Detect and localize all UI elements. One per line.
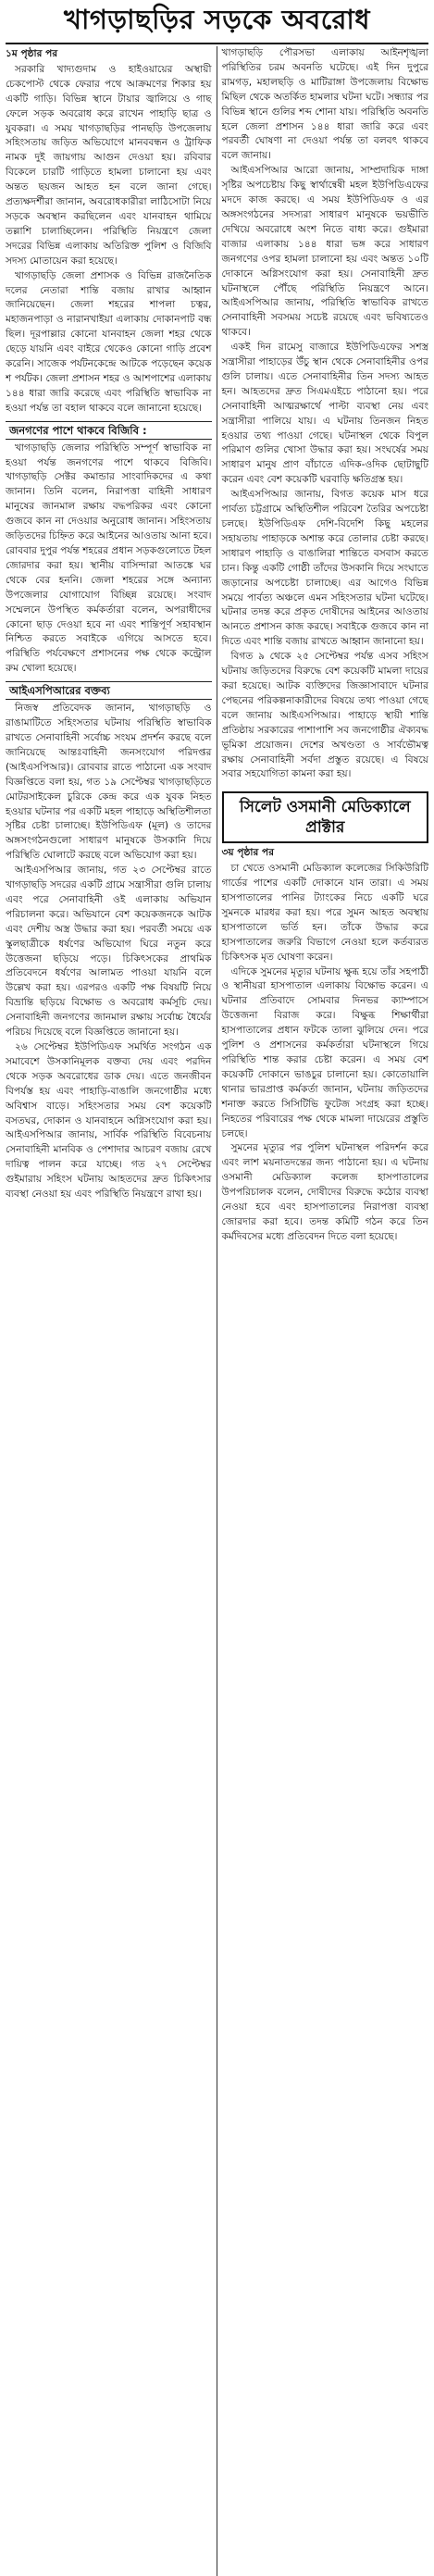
- left-paragraph-4: নিজস্ব প্রতিবেদক জানান, খাগড়াছড়ি ও রাঙামাটিতে সহিংসতার ঘটনায় পরিস্থিতি স্বাভাবিক রাখতে সেনাবাহিনী সর্বোচ্চ সংযম প্রদর্শন করছে বলে জানিয়েছে আন্তঃবাহিনী জনসংযোগ পরিদপ্তর (আইএসপিআর)। রোববার রাতে পাঠানো এক সংবাদ বিজ্ঞপ্তিতে বলা হয়, গত ১৯ সেপ্টেম্বর খাগড়াছড়িতে মোটরসাইকেল চুরিকে কেন্দ্র করে এক যুবক নিহত হওয়ার ঘটনার পর একটি মহল পাহাড়ে অস্থিতিশীলতা সৃষ্টির চেষ্টা চালাচ্ছে। ইউপিডিএফ (মূল) ও তাদের অঙ্গসংগঠনগুলো সাধারণ মানুষকে উসকানি দিয়ে পরিস্থিতি ঘোলাটে করছে বলে অভিযোগ করা হয়।: [6, 703, 212, 862]
- right-column: [217, 46, 429, 2576]
- left-column: [6, 46, 217, 2576]
- left-paragraph-6: ২৬ সেপ্টেম্বর ইউপিডিএফ সমর্থিত সংগঠন এক সমাবেশে উসকানিমূলক বক্তব্য দেয় এবং পরদিন থেকে সড়ক অবরোধের ডাক দেয়। এতে জনজীবন বিপর্যস্ত হয় এবং পাহাড়ি-বাঙালি জনগোষ্ঠীর মধ্যে অবিশ্বাস বাড়ে। সহিংসতার সময় বেশ কয়েকটি বসতঘর, দোকান ও যানবাহনে অগ্নিসংযোগ করা হয়। আইএসপিআর জানায়, সার্বিক পরিস্থিতি বিবেচনায় সেনাবাহিনী মানবিক ও পেশাদার আচরণ বজায় রেখে দায়িত্ব পালন করে যাচ্ছে। গত ২৭ সেপ্টেম্বর গুইমারায় সহিংস ঘটনায় আহতদের দ্রুত চিকিৎসার ব্যবস্থা নেওয়া হয় এবং পরিস্থিতি নিয়ন্ত্রণে রাখা হয়।: [6, 1041, 212, 1201]
- right-paragraph-6: চা খেতে ওসমানী মেডিক্যাল কলেজের সিকিউরিটি গার্ডের পাশের একটি দোকানে যান তারা। এ সময় হাসপাতালের পানির ট্যাংকের নিচে একটি ঘরে সুমনকে মারধর করা হয়। পরে সুমন আহত অবস্থায় হাসপাতালে ভর্তি হন। তাঁকে উদ্ধার করে হাসপাতালের জরুরি বিভাগে নেওয়া হলে কর্তব্যরত চিকিৎসক মৃত ঘোষণা করেন।: [221, 863, 428, 963]
- left-paragraph-3: খাগড়াছড়ি জেলার পরিস্থিতি সম্পূর্ণ স্বাভাবিক না হওয়া পর্যন্ত জনগণের পাশে থাকবে বিজিবি। খাগড়াছড়ি সেক্টর কমান্ডার সাংবাদিকদের এ কথা জানান। তিনি বলেন, নিরাপত্তা বাহিনী সাধারণ মানুষের জানমাল রক্ষায় বদ্ধপরিকর এবং কোনো গুজবে কান না দেওয়ার অনুরোধ জানান। সহিংসতায় জড়িতদের চিহ্নিত করে আইনের আওতায় আনা হবে। রোববার দুপুর পর্যন্ত শহরের প্রধান সড়কগুলোতে টহল জোরদার করা হয়। স্থানীয় বাসিন্দারা আতঙ্কে ঘর থেকে বের হননি। জেলা শহরের সঙ্গে অন্যান্য উপজেলার যোগাযোগ বিচ্ছিন্ন রয়েছে। সংবাদ সম্মেলনে উপস্থিত কর্মকর্তারা বলেন, অপরাধীদের কোনো ছাড় দেওয়া হবে না এবং শান্তিপূর্ণ সহাবস্থান নিশ্চিত করতে সবাইকে এগিয়ে আসতে হবে। পরিস্থিতি পর্যবেক্ষণে প্রশাসনের পক্ষ থেকে কন্ট্রোল রুম খোলা হয়েছে।: [6, 442, 212, 675]
- left-paragraph-1: সরকারি খাদ্যগুদাম ও হাইওয়ায়ের অস্থায়ী চেকপোস্ট থেকে ফেরার পথে আক্রমণের শিকার হয় একটি গাড়ি। বিভিন্ন স্থানে টায়ার জ্বালিয়ে ও গাছ ফেলে সড়ক অবরোধ করে রাখেন পাহাড়ি ছাত্র ও যুবকরা। এ সময় খাগড়াছড়ির পানছড়ি উপজেলায় সহিংসতায় জড়িত অভিযোগে মানববন্ধন ও ট্রাফিক নামক দুই জায়গায় আগুন দেওয়া হয়। রবিবার বিকেলে চারটি গাড়িতে হামলা চালানো হয় এবং অন্তত ছয়জন আহত হন বলে জানা গেছে। প্রত্যক্ষদর্শীরা জানান, অবরোধকারীরা লাঠিসোটা নিয়ে সড়কে অবস্থান করছিলেন এবং যানবাহন থামিয়ে তল্লাশি চালাচ্ছিলেন। পরিস্থিতি নিয়ন্ত্রণে জেলা সদরের বিভিন্ন এলাকায় অতিরিক্ত পুলিশ ও বিজিবি সদস্য মোতায়েন করা হয়েছে।: [6, 63, 212, 267]
- secondary-article-headline: সিলেট ওসমানী মেডিক্যালে প্রাক্টার: [222, 791, 429, 843]
- continued-from-label: ১ম পৃষ্ঠার পর: [6, 48, 58, 59]
- continued-from-label-2: ৩য় পৃষ্ঠার পর: [221, 847, 275, 859]
- right-paragraph-3: একই দিন রামেসু বাজারে ইউপিডিএফের সশস্ত্র সন্ত্রাসীরা পাহাড়ের উঁচু স্থান থেকে সেনাবাহিনীর ওপর গুলি চালায়। এতে সেনাবাহিনীর তিন সদস্য আহত হন। আহতদের দ্রুত সিএমএইচে পাঠানো হয়। পরে সেনাবাহিনী আত্মরক্ষার্থে পাল্টা ব্যবস্থা নেয় এবং সন্ত্রাসীরা পালিয়ে যায়। এ ঘটনায় তিনজন নিহত হওয়ার তথ্য পাওয়া গেছে। ঘটনাস্থল থেকে বিপুল পরিমাণ গুলির খোসা উদ্ধার করা হয়। সংঘর্ষের সময় সাধারণ মানুষ প্রাণ বাঁচাতে এদিক-ওদিক ছোটাছুটি করেন এবং বেশ কয়েকটি ঘরবাড়ি ক্ষতিগ্রস্ত হয়।: [221, 342, 428, 486]
- subheading-ispr: আইএসপিআরের বক্তব্য: [6, 681, 212, 700]
- right-paragraph-5: বিগত ৯ থেকে ২৫ সেপ্টেম্বর পর্যন্ত এসব সহিংস ঘটনায় জড়িতদের বিরুদ্ধে বেশ কয়েকটি মামলা দায়ের করা হয়েছে। আটক ব্যক্তিদের জিজ্ঞাসাবাদে ঘটনার পেছনের পরিকল্পনাকারীদের বিষয়ে তথ্য পাওয়া গেছে বলে জানায় আইএসপিআর। পাহাড়ে স্থায়ী শান্তি প্রতিষ্ঠায় সরকারের পাশাপাশি সব জনগোষ্ঠীর ঐক্যবদ্ধ ভূমিকা প্রয়োজন। দেশের অখণ্ডতা ও সার্বভৌমত্ব রক্ষায় সেনাবাহিনী সর্বদা প্রস্তুত রয়েছে। এ বিষয়ে সবার সহযোগিতা কামনা করা হয়।: [221, 651, 428, 780]
- left-paragraph-5: আইএসপিআর জানায়, গত ২৩ সেপ্টেম্বর রাতে খাগড়াছড়ি সদরের একটি গ্রামে সন্ত্রাসীরা গুলি চালায় এবং পরে সেনাবাহিনী ওই এলাকায় অভিযান পরিচালনা করে। অভিযানে বেশ কয়েকজনকে আটক এবং দেশীয় অস্ত্র উদ্ধার করা হয়। পরবর্তী সময়ে এক স্কুলছাত্রীকে ধর্ষণের অভিযোগ ঘিরে নতুন করে উত্তেজনা ছড়িয়ে পড়ে। চিকিৎসকের প্রাথমিক প্রতিবেদনে ধর্ষণের আলামত পাওয়া যায়নি বলে উল্লেখ করা হয়। এরপরও একটি পক্ষ বিষয়টি নিয়ে বিভ্রান্তি ছড়িয়ে বিক্ষোভ ও অবরোধ কর্মসূচি দেয়। সেনাবাহিনী জনগণের জানমাল রক্ষায় সর্বোচ্চ ধৈর্যের পরিচয় দিয়েছে বলে বিজ্ঞপ্তিতে জানানো হয়।: [6, 865, 212, 1039]
- right-paragraph-1: খাগড়াছড়ি পৌরসভা এলাকায় আইনশৃঙ্খলা পরিস্থিতির চরম অবনতি ঘটেছে। এই দিন দুপুরে রামগড়, মহালছড়ি ও মাটিরাঙ্গা উপজেলায় বিক্ষোভ মিছিল থেকে অতর্কিত হামলার ঘটনা ঘটে। সন্ধ্যার পর বিভিন্ন স্থানে গুলির শব্দ শোনা যায়। পরিস্থিতি অবনতি হলে জেলা প্রশাসন ১৪৪ ধারা জারি করে এবং পরবর্তী ঘোষণা না দেওয়া পর্যন্ত তা বলবৎ থাকবে বলে জানায়।: [221, 47, 428, 162]
- subheading-bgb: জনগণের পাশে থাকবে বিজিবি :: [6, 421, 212, 440]
- right-paragraph-8: সুমনের মৃত্যুর পর পুলিশ ঘটনাস্থল পরিদর্শন করে এবং লাশ ময়নাতদন্তের জন্য পাঠানো হয়। এ ঘটনায় ওসমানী মেডিক্যাল কলেজ হাসপাতালের উপপরিচালক বলেন, দোষীদের বিরুদ্ধে কঠোর ব্যবস্থা নেওয়া হবে এবং হাসপাতালের নিরাপত্তা ব্যবস্থা জোরদার করা হবে। তদন্ত কমিটি গঠন করে তিন কর্মদিবসের মধ্যে প্রতিবেদন দিতে বলা হয়েছে।: [221, 1142, 428, 1242]
- right-paragraph-4: আইএসপিআর জানায়, বিগত কয়েক মাস ধরে পার্বত্য চট্টগ্রামে অস্থিতিশীল পরিবেশ তৈরির অপচেষ্টা চলছে। ইউপিডিএফ দেশি-বিদেশি কিছু মহলের সহায়তায় পাহাড়কে অশান্ত করে তোলার চেষ্টা করছে। সাধারণ পাহাড়ি ও বাঙালিরা শান্তিতে বসবাস করতে চান। কিন্তু একটি গোষ্ঠী তাঁদের উসকানি দিয়ে সংঘাতে জড়ানোর অপচেষ্টা চালাচ্ছে। এর আগেও বিভিন্ন সময়ে পার্বত্য অঞ্চলে এমন সহিংসতার ঘটনা ঘটেছে। ঘটনার তদন্ত করে প্রকৃত দোষীদের আইনের আওতায় আনতে প্রশাসন কাজ করছে। সবাইকে গুজবে কান না দিতে এবং শান্তি বজায় রাখতে আহ্বান জানানো হয়।: [221, 489, 428, 648]
- page-headline: খাগড়াছড়ির সড়কে অবরোধ: [6, 0, 428, 44]
- left-paragraph-2: খাগড়াছড়ি জেলা প্রশাসক ও বিভিন্ন রাজনৈতিক দলের নেতারা শান্তি বজায় রাখার আহ্বান জানিয়েছেন। জেলা শহরের শাপলা চত্বর, মহাজনপাড়া ও নারানখাইয়া এলাকায় দোকানপাট বন্ধ ছিল। দূরপাল্লার কোনো যানবাহন জেলা শহর থেকে ছেড়ে যায়নি এবং বাইরে থেকেও কোনো গাড়ি প্রবেশ করেনি। সাজেক পর্যটনকেন্দ্রে আটকে পড়েছেন কয়েক শ পর্যটক। জেলা প্রশাসন শহর ও আশপাশের এলাকায় ১৪৪ ধারা জারি করেছে এবং পরিস্থিতি স্বাভাবিক না হওয়া পর্যন্ত তা বহাল থাকবে বলে জানানো হয়েছে।: [6, 269, 212, 414]
- right-paragraph-7: এদিকে সুমনের মৃত্যুর ঘটনায় ক্ষুব্ধ হয়ে তাঁর সহপাঠী ও স্থানীয়রা হাসপাতাল এলাকায় বিক্ষোভ করেন। এ ঘটনার প্রতিবাদে সোমবার দিনভর ক্যাম্পাসে উত্তেজনা বিরাজ করে। বিক্ষুব্ধ শিক্ষার্থীরা হাসপাতালের প্রধান ফটকে তালা ঝুলিয়ে দেন। পরে পুলিশ ও প্রশাসনের কর্মকর্তারা ঘটনাস্থলে গিয়ে পরিস্থিতি শান্ত করার চেষ্টা করেন। এ সময় বেশ কয়েকটি দোকানে ভাঙচুর চালানো হয়। কোতোয়ালি থানার ভারপ্রাপ্ত কর্মকর্তা জানান, ঘটনায় জড়িতদের শনাক্ত করতে সিসিটিভি ফুটেজ সংগ্রহ করা হচ্ছে। নিহতের পরিবারের পক্ষ থেকে মামলা দায়েরের প্রস্তুতি চলছে।: [221, 965, 428, 1139]
- article-columns: [6, 46, 428, 2576]
- right-paragraph-2: আইএসপিআর আরো জানায়, সাম্প্রদায়িক দাঙ্গা সৃষ্টির অপচেষ্টায় কিছু স্বার্থান্বেষী মহল ইউপিডিএফের মদদে কাজ করছে। এ সময় ইউপিডিএফ ও এর অঙ্গসংগঠনের সদস্যরা সাধারণ মানুষকে ভয়ভীতি দেখিয়ে অবরোধে অংশ নিতে বাধ্য করে। গুইমারা বাজার এলাকায় ১৪৪ ধারা ভঙ্গ করে সাধারণ জনগণের ওপর হামলা চালানো হয় এবং অন্তত ১০টি দোকানে অগ্নিসংযোগ করা হয়। সেনাবাহিনী দ্রুত ঘটনাস্থলে পৌঁছে পরিস্থিতি নিয়ন্ত্রণে আনে। আইএসপিআর জানায়, পরিস্থিতি স্বাভাবিক রাখতে সেনাবাহিনী সবসময় সচেষ্ট রয়েছে এবং ভবিষ্যতেও থাকবে।: [221, 165, 428, 339]
